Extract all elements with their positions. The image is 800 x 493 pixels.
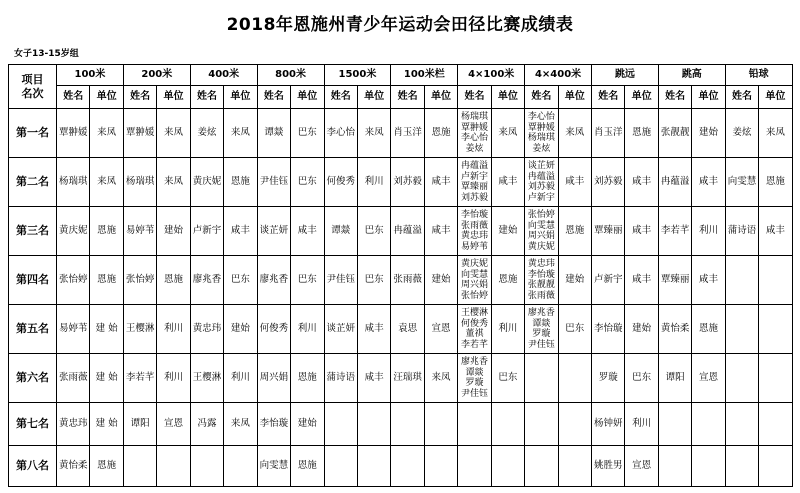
athlete-name-cell: 谭阳 bbox=[123, 403, 156, 446]
unit-cell: 建 始 bbox=[90, 354, 123, 403]
event-header: 800米 bbox=[257, 65, 324, 86]
athlete-name-cell: 覃臻丽 bbox=[592, 207, 625, 256]
unit-cell: 建始 bbox=[692, 109, 725, 158]
unit-cell: 恩施 bbox=[692, 305, 725, 354]
unit-column-header: 单位 bbox=[157, 86, 190, 109]
rank-label: 第五名 bbox=[9, 305, 57, 354]
unit-cell: 建 始 bbox=[90, 305, 123, 354]
rank-label: 第四名 bbox=[9, 256, 57, 305]
athlete-name-cell: 罗璇 bbox=[592, 354, 625, 403]
unit-cell: 巴东 bbox=[224, 256, 257, 305]
unit-cell: 建始 bbox=[424, 256, 457, 305]
athlete-name-cell bbox=[190, 446, 223, 487]
rank-label: 第一名 bbox=[9, 109, 57, 158]
athlete-name-cell bbox=[525, 403, 558, 446]
athlete-name-cell: 谈芷妍 冉蕴溢 刘苏毅 卢新宇 bbox=[525, 158, 558, 207]
unit-cell: 咸丰 bbox=[224, 207, 257, 256]
unit-cell: 咸丰 bbox=[558, 158, 591, 207]
name-column-header: 姓名 bbox=[725, 86, 758, 109]
unit-cell: 恩施 bbox=[90, 446, 123, 487]
unit-cell: 巴东 bbox=[625, 354, 658, 403]
unit-cell: 来凤 bbox=[157, 158, 190, 207]
unit-cell bbox=[491, 403, 524, 446]
event-header-row bbox=[9, 65, 793, 86]
unit-cell bbox=[558, 403, 591, 446]
unit-cell bbox=[759, 305, 792, 354]
unit-cell bbox=[692, 403, 725, 446]
unit-cell bbox=[357, 446, 390, 487]
athlete-name-cell: 张怡婷 bbox=[57, 256, 90, 305]
unit-cell: 来凤 bbox=[491, 109, 524, 158]
athlete-name-cell: 刘苏毅 bbox=[592, 158, 625, 207]
unit-cell: 巴东 bbox=[357, 256, 390, 305]
athlete-name-cell bbox=[324, 403, 357, 446]
rank-label: 第六名 bbox=[9, 354, 57, 403]
athlete-name-cell bbox=[391, 403, 424, 446]
athlete-name-cell: 蒲诗语 bbox=[725, 207, 758, 256]
corner-header: 项目 名次 bbox=[9, 65, 57, 109]
athlete-name-cell: 张雨薇 bbox=[57, 354, 90, 403]
unit-cell: 来凤 bbox=[90, 109, 123, 158]
athlete-name-cell: 黄庆妮 向雯慧 周兴娟 张怡婷 bbox=[458, 256, 491, 305]
event-header: 100米 bbox=[57, 65, 124, 86]
unit-cell: 利川 bbox=[692, 207, 725, 256]
name-column-header: 姓名 bbox=[123, 86, 156, 109]
unit-cell: 咸丰 bbox=[424, 207, 457, 256]
unit-column-header: 单位 bbox=[759, 86, 792, 109]
unit-cell: 恩施 bbox=[558, 207, 591, 256]
unit-cell: 恩施 bbox=[291, 354, 324, 403]
event-header: 4×100米 bbox=[458, 65, 525, 86]
unit-cell: 咸丰 bbox=[625, 158, 658, 207]
athlete-name-cell bbox=[391, 446, 424, 487]
unit-column-header: 单位 bbox=[90, 86, 123, 109]
unit-cell: 利川 bbox=[357, 158, 390, 207]
athlete-name-cell: 蒲诗语 bbox=[324, 354, 357, 403]
athlete-name-cell: 王樱淋 bbox=[123, 305, 156, 354]
event-header: 4×400米 bbox=[525, 65, 592, 86]
unit-cell bbox=[424, 446, 457, 487]
unit-cell: 利川 bbox=[157, 305, 190, 354]
unit-cell: 咸丰 bbox=[625, 207, 658, 256]
athlete-name-cell: 廖兆香 谭燚 罗璇 尹佳钰 bbox=[458, 354, 491, 403]
athlete-name-cell: 张怡婷 bbox=[123, 256, 156, 305]
unit-cell: 建始 bbox=[491, 207, 524, 256]
unit-cell bbox=[491, 446, 524, 487]
athlete-name-cell: 李心怡 bbox=[324, 109, 357, 158]
table-row bbox=[9, 158, 793, 207]
event-header: 跳高 bbox=[658, 65, 725, 86]
unit-cell: 恩施 bbox=[90, 256, 123, 305]
athlete-name-cell: 谭燚 bbox=[257, 109, 290, 158]
athlete-name-cell: 冉蕴溢 bbox=[391, 207, 424, 256]
event-header: 跳远 bbox=[592, 65, 659, 86]
athlete-name-cell: 王樱淋 何俊秀 董祺 李若芊 bbox=[458, 305, 491, 354]
athlete-name-cell: 李若芊 bbox=[658, 207, 691, 256]
event-header: 1500米 bbox=[324, 65, 391, 86]
unit-cell bbox=[759, 354, 792, 403]
unit-cell: 宣恩 bbox=[692, 354, 725, 403]
unit-column-header: 单位 bbox=[692, 86, 725, 109]
unit-cell: 恩施 bbox=[291, 446, 324, 487]
event-header: 400米 bbox=[190, 65, 257, 86]
athlete-name-cell bbox=[458, 446, 491, 487]
athlete-name-cell: 向雯慧 bbox=[257, 446, 290, 487]
unit-cell: 利川 bbox=[291, 305, 324, 354]
athlete-name-cell: 姜炫 bbox=[725, 109, 758, 158]
unit-cell: 建始 bbox=[291, 403, 324, 446]
rank-label: 第二名 bbox=[9, 158, 57, 207]
name-column-header: 姓名 bbox=[592, 86, 625, 109]
unit-cell: 利川 bbox=[625, 403, 658, 446]
unit-cell bbox=[357, 403, 390, 446]
unit-cell: 巴东 bbox=[291, 256, 324, 305]
athlete-name-cell: 肖玉洋 bbox=[391, 109, 424, 158]
unit-column-header: 单位 bbox=[424, 86, 457, 109]
unit-cell: 建始 bbox=[224, 305, 257, 354]
athlete-name-cell: 覃翀媛 bbox=[57, 109, 90, 158]
athlete-name-cell bbox=[658, 403, 691, 446]
page-title: 2018年恩施州青少年运动会田径比赛成绩表 bbox=[226, 15, 574, 35]
athlete-name-cell: 谭燚 bbox=[324, 207, 357, 256]
athlete-name-cell: 谈芷妍 bbox=[324, 305, 357, 354]
athlete-name-cell: 袁思 bbox=[391, 305, 424, 354]
name-column-header: 姓名 bbox=[391, 86, 424, 109]
group-label: 女子13-15岁组 bbox=[14, 49, 79, 59]
unit-cell: 利川 bbox=[157, 354, 190, 403]
athlete-name-cell: 覃臻丽 bbox=[658, 256, 691, 305]
athlete-name-cell: 张靓靓 bbox=[658, 109, 691, 158]
unit-cell bbox=[759, 446, 792, 487]
athlete-name-cell: 杨钟妍 bbox=[592, 403, 625, 446]
athlete-name-cell bbox=[725, 446, 758, 487]
table-row bbox=[9, 354, 793, 403]
unit-cell bbox=[558, 354, 591, 403]
athlete-name-cell: 黄庆妮 bbox=[190, 158, 223, 207]
athlete-name-cell: 何俊秀 bbox=[324, 158, 357, 207]
unit-cell: 来凤 bbox=[157, 109, 190, 158]
results-body bbox=[9, 109, 793, 487]
athlete-name-cell: 肖玉洋 bbox=[592, 109, 625, 158]
rank-label: 第七名 bbox=[9, 403, 57, 446]
athlete-name-cell: 杨瑞琪 覃翀媛 李心怡 姜炫 bbox=[458, 109, 491, 158]
unit-cell: 利川 bbox=[224, 354, 257, 403]
name-column-header: 姓名 bbox=[658, 86, 691, 109]
results-table bbox=[8, 64, 793, 487]
unit-cell: 咸丰 bbox=[357, 354, 390, 403]
unit-cell: 建始 bbox=[558, 256, 591, 305]
name-column-header: 姓名 bbox=[458, 86, 491, 109]
unit-cell: 咸丰 bbox=[692, 256, 725, 305]
unit-column-header: 单位 bbox=[224, 86, 257, 109]
unit-column-header: 单位 bbox=[291, 86, 324, 109]
unit-cell: 巴东 bbox=[357, 207, 390, 256]
unit-column-header: 单位 bbox=[491, 86, 524, 109]
athlete-name-cell: 姚胜男 bbox=[592, 446, 625, 487]
unit-cell: 恩施 bbox=[157, 256, 190, 305]
athlete-name-cell: 卢新宇 bbox=[592, 256, 625, 305]
athlete-name-cell: 李心怡 覃翀媛 杨瑞琪 姜炫 bbox=[525, 109, 558, 158]
athlete-name-cell bbox=[725, 256, 758, 305]
athlete-name-cell: 李怡璇 张雨薇 黄忠玮 易婷苇 bbox=[458, 207, 491, 256]
unit-cell: 宣恩 bbox=[424, 305, 457, 354]
unit-cell: 建始 bbox=[157, 207, 190, 256]
athlete-name-cell: 黄庆妮 bbox=[57, 207, 90, 256]
athlete-name-cell: 王樱淋 bbox=[190, 354, 223, 403]
subheader-row bbox=[9, 86, 793, 109]
athlete-name-cell: 李怡璇 bbox=[592, 305, 625, 354]
athlete-name-cell: 尹佳钰 bbox=[257, 158, 290, 207]
unit-cell bbox=[759, 403, 792, 446]
unit-cell: 巴东 bbox=[291, 109, 324, 158]
unit-cell bbox=[692, 446, 725, 487]
unit-cell: 来凤 bbox=[224, 109, 257, 158]
unit-cell: 来凤 bbox=[90, 158, 123, 207]
rank-label: 第八名 bbox=[9, 446, 57, 487]
athlete-name-cell bbox=[725, 354, 758, 403]
unit-cell: 咸丰 bbox=[424, 158, 457, 207]
athlete-name-cell: 廖兆香 bbox=[190, 256, 223, 305]
table-row bbox=[9, 207, 793, 256]
table-row bbox=[9, 446, 793, 487]
athlete-name-cell: 杨瑞琪 bbox=[123, 158, 156, 207]
athlete-name-cell: 黄忠玮 李怡璇 张靓靓 张雨薇 bbox=[525, 256, 558, 305]
unit-cell: 恩施 bbox=[491, 256, 524, 305]
unit-cell: 恩施 bbox=[224, 158, 257, 207]
unit-cell: 来凤 bbox=[224, 403, 257, 446]
athlete-name-cell: 黄怡柔 bbox=[658, 305, 691, 354]
athlete-name-cell: 廖兆香 谭燚 罗璇 尹佳钰 bbox=[525, 305, 558, 354]
name-column-header: 姓名 bbox=[525, 86, 558, 109]
athlete-name-cell: 尹佳钰 bbox=[324, 256, 357, 305]
athlete-name-cell: 冯露 bbox=[190, 403, 223, 446]
table-row bbox=[9, 109, 793, 158]
athlete-name-cell: 廖兆香 bbox=[257, 256, 290, 305]
unit-cell: 来凤 bbox=[424, 354, 457, 403]
table-row bbox=[9, 256, 793, 305]
event-header: 铅球 bbox=[725, 65, 792, 86]
table-row bbox=[9, 305, 793, 354]
unit-cell bbox=[424, 403, 457, 446]
athlete-name-cell bbox=[458, 403, 491, 446]
unit-cell: 建始 bbox=[625, 305, 658, 354]
unit-cell: 咸丰 bbox=[357, 305, 390, 354]
athlete-name-cell bbox=[725, 403, 758, 446]
athlete-name-cell: 易婷苇 bbox=[123, 207, 156, 256]
athlete-name-cell: 张怡婷 向雯慧 周兴娟 黄庆妮 bbox=[525, 207, 558, 256]
athlete-name-cell: 向雯慧 bbox=[725, 158, 758, 207]
unit-cell: 咸丰 bbox=[759, 207, 792, 256]
athlete-name-cell: 何俊秀 bbox=[257, 305, 290, 354]
unit-cell bbox=[558, 446, 591, 487]
unit-cell bbox=[157, 446, 190, 487]
athlete-name-cell: 黄忠玮 bbox=[190, 305, 223, 354]
athlete-name-cell: 姜炫 bbox=[190, 109, 223, 158]
athlete-name-cell bbox=[525, 354, 558, 403]
unit-cell: 宣恩 bbox=[157, 403, 190, 446]
athlete-name-cell: 谈芷妍 bbox=[257, 207, 290, 256]
unit-cell: 巴东 bbox=[491, 354, 524, 403]
unit-cell: 恩施 bbox=[759, 158, 792, 207]
rank-label: 第三名 bbox=[9, 207, 57, 256]
event-header: 100米栏 bbox=[391, 65, 458, 86]
unit-cell: 咸丰 bbox=[625, 256, 658, 305]
athlete-name-cell bbox=[725, 305, 758, 354]
athlete-name-cell: 李若芊 bbox=[123, 354, 156, 403]
unit-cell: 宣恩 bbox=[625, 446, 658, 487]
athlete-name-cell: 汪瑞琪 bbox=[391, 354, 424, 403]
unit-cell: 咸丰 bbox=[692, 158, 725, 207]
unit-cell: 利川 bbox=[491, 305, 524, 354]
unit-cell: 建 始 bbox=[90, 403, 123, 446]
athlete-name-cell: 卢新宇 bbox=[190, 207, 223, 256]
athlete-name-cell: 李怡璇 bbox=[257, 403, 290, 446]
unit-cell: 咸丰 bbox=[291, 207, 324, 256]
unit-cell: 恩施 bbox=[90, 207, 123, 256]
table-row bbox=[9, 403, 793, 446]
unit-cell: 巴东 bbox=[291, 158, 324, 207]
athlete-name-cell bbox=[658, 446, 691, 487]
athlete-name-cell bbox=[123, 446, 156, 487]
athlete-name-cell: 黄忠玮 bbox=[57, 403, 90, 446]
unit-cell: 恩施 bbox=[424, 109, 457, 158]
athlete-name-cell bbox=[525, 446, 558, 487]
unit-cell bbox=[759, 256, 792, 305]
athlete-name-cell: 黄怡柔 bbox=[57, 446, 90, 487]
unit-column-header: 单位 bbox=[558, 86, 591, 109]
name-column-header: 姓名 bbox=[190, 86, 223, 109]
athlete-name-cell: 张雨薇 bbox=[391, 256, 424, 305]
name-column-header: 姓名 bbox=[324, 86, 357, 109]
athlete-name-cell: 周兴娟 bbox=[257, 354, 290, 403]
unit-cell: 巴东 bbox=[558, 305, 591, 354]
unit-column-header: 单位 bbox=[357, 86, 390, 109]
athlete-name-cell: 易婷苇 bbox=[57, 305, 90, 354]
athlete-name-cell: 谭阳 bbox=[658, 354, 691, 403]
athlete-name-cell: 冉蕴溢 卢新宇 覃臻丽 刘苏毅 bbox=[458, 158, 491, 207]
unit-cell: 来凤 bbox=[759, 109, 792, 158]
unit-cell: 来凤 bbox=[558, 109, 591, 158]
unit-column-header: 单位 bbox=[625, 86, 658, 109]
event-header: 200米 bbox=[123, 65, 190, 86]
unit-cell: 咸丰 bbox=[491, 158, 524, 207]
athlete-name-cell: 冉蕴溢 bbox=[658, 158, 691, 207]
unit-cell: 来凤 bbox=[357, 109, 390, 158]
athlete-name-cell: 刘苏毅 bbox=[391, 158, 424, 207]
athlete-name-cell: 覃翀媛 bbox=[123, 109, 156, 158]
name-column-header: 姓名 bbox=[257, 86, 290, 109]
unit-cell bbox=[224, 446, 257, 487]
name-column-header: 姓名 bbox=[57, 86, 90, 109]
athlete-name-cell: 杨瑞琪 bbox=[57, 158, 90, 207]
unit-cell: 恩施 bbox=[625, 109, 658, 158]
athlete-name-cell bbox=[324, 446, 357, 487]
